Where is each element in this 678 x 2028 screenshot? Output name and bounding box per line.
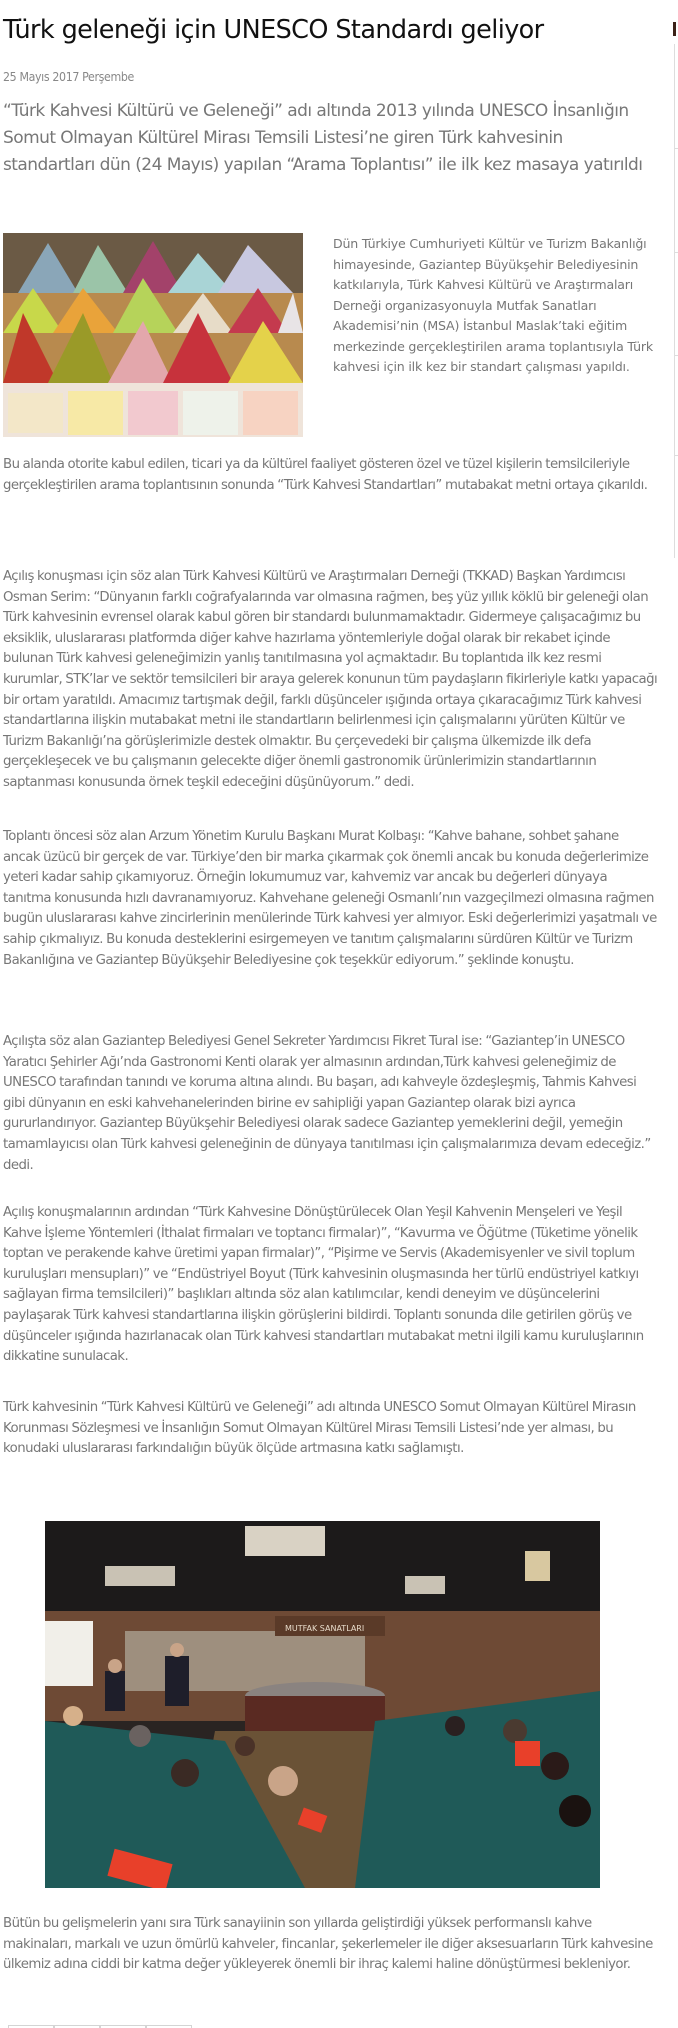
sidebar-divider (674, 148, 678, 149)
article-intro: Dün Türkiye Cumhuriyeti Kültür ve Turizm Bakanlığı himayesinde, Gaziantep Büyükşehir Belediyesinin katkılarıyla, Türk Kahvesi Kültürü ve Araştırmaları Derneği organizasyonuyla Mutfak Sanatları Akademisi’nin (MSA) İstanbul Maslak’taki eğitim merkezinde gerçekleştirilen arama toplantısıyla Türk kahvesi için ilk kez bir standart çalışması yapıldı. (333, 236, 654, 374)
sidebar-divider (674, 252, 678, 253)
meeting-sign: MUTFAK SANATLARI (285, 1624, 365, 1633)
sidebar-divider (674, 355, 678, 356)
article-paragraph: Açılış konuşmalarının ardından “Türk Kahvesine Dönüştürülecek Olan Yeşil Kahvenin Menşeleri ve Yeşil Kahve İşleme Yöntemleri (İthalat firmaları ve toptancı firmalar)”, “Kavurma ve Öğütme (Tüketime yönelik toptan ve perakende kahve üretimi yapan firmalar)”, “Pişirme ve Servis (Akademisyenler ve sivil toplum kuruluşları mensupları)” ve “Endüstriyel Boyut (Türk kahvesinin oluşmasında her türlü endüstriyel katkıyı sağlayan firma temsilcileri)” başlıkları altında söz alan katılımcılar, kendi deneyim ve düşüncelerini paylaşarak Türk kahvesi standartlarına ilişkin görüşlerini bildirdi. Toplantı sonunda dile getirilen görüş ve düşünceler ışığında hazırlanacak olan Türk kahvesi standartları mutabakat metni ilgili kamu kuruluşlarının dikkatine sunulacak. (3, 1205, 644, 1365)
article-paragraph: Açılış konuşması için söz alan Türk Kahvesi Kültürü ve Araştırmaları Derneği (TKKAD) Başkan Yardımcısı Osman Serim: “Dünyanın farklı coğrafyalarında var olmasına rağmen, beş yüz yıllık köklü bir geleneği olan Türk kahvesinin evrensel olarak kabul gören bir standardı bulunmamaktadır. Gidermeye çalışacağımız bu eksiklik, uluslararası platformda diğer kahve hazırlama yöntemleriyle doğal olarak bir rekabet içinde bulunan Türk kahvesi geleneğimizin yanlış tanıtılmasına yol açmaktadır. Bu toplantıda ilk kez resmi kurumlar, STK’lar ve sektör temsilcileri bir araya gelerek konunun tüm paydaşların fikirleriyle katkı yapacağı bir ortam yaratıldı. Amacımız tartışmak değil, farklı düşünceler ışığında ortaya çıkaracağımız Türk kahvesi standartlarına ilişkin mutabakat metni ile standartların belirlenmesi için çalışmalarını yürüten Kültür ve Turizm Bakanlığı’na görüşlerimizle destek olmaktır. Bu çerçevedeki bir çalışma ülkemizde ilk defa gerçekleşecek ve bu çalışmanın gelecekte diğer önemli gastronomik ürünlerimizin standartlarının saptanması konusunda örnek teşkil edeceğini düşünüyorum.” dedi. (3, 569, 658, 790)
right-sidebar (670, 0, 678, 2028)
sidebar-divider (674, 44, 675, 558)
article-title: Türk geleneği için UNESCO Standardı geliyor (3, 15, 544, 45)
sidebar-heading-marker (673, 22, 676, 36)
article-paragraph: Toplantı öncesi söz alan Arzum Yönetim Kurulu Başkanı Murat Kolbaşı: “Kahve bahane, sohbet şahane ancak üzücü bir gerçek de var. Türkiye’den bir marka çıkarmak çok önemli ancak bu konuda değerlerimize yeteri kadar sahip çıkamıyoruz. Örneğin lokumumuz var, kahvemiz var ancak bu değerleri dünyaya tanıtma konusunda hızlı davranamıyoruz. Kahvehane geleneği Osmanlı’nın vazgeçilmezi olmasına rağmen bugün uluslararası kahve zincirlerinin menülerinde Türk kahvesi yer almıyor. Eski değerlerimizi yaşatmalı ve sahip çıkmalıyız. Bu konuda desteklerini esirgemeyen ve tanıtım çalışmalarını sürdüren Kültür ve Turizm Bakanlığına ve Gaziantep Büyükşehir Belediyesine çok teşekkür ediyorum.” şeklinde konuştu. (3, 829, 657, 968)
article-date: 25 Mayıs 2017 Perşembe (3, 70, 134, 84)
sidebar-divider (674, 455, 678, 456)
article-paragraph: Açılışta söz alan Gaziantep Belediyesi Genel Sekreter Yardımcısı Fikret Tural ise: “Gaziantep’in UNESCO Yaratıcı Şehirler Ağı’nda Gastronomi Kenti olarak yer almasının ardından,Türk kahvesi geleneğimiz de UNESCO tarafından tanındı ve koruma altına alındı. Bu başarı, adı kahveyle özdeşleşmiş, Tahmis Kahvesi gibi dünyanın en eski kahvehanelerinden birine ev sahipliği yapan Gaziantep olarak bizi ayrıca gururlandırıyor. Gaziantep Büyükşehir Belediyesi olarak sadece Gaziantep yemeklerini değil, yemeğin tamamlayıcısı olan Türk kahvesi geleneğinin de dünyaya tanıtılması için çalışmalarımıza devam edeceğiz.” dedi. (3, 1034, 651, 1173)
lokum-photo (3, 233, 303, 437)
meeting-photo (45, 1521, 600, 1888)
meeting-photo-graphic (45, 1521, 600, 1888)
article-paragraph: Türk kahvesinin “Türk Kahvesi Kültürü ve Geleneği” adı altında UNESCO Somut Olmayan Kültürel Mirasın Korunması Sözleşmesi ve İnsanlığın Somut Olmayan Kültürel Mirası Temsili Listesi’nde yer alması, bu konudaki uluslararası farkındalığın büyük ölçüde artmasına katkı sağlamıştı. (3, 1400, 636, 1457)
lokum-photo-graphic (3, 233, 303, 437)
article-paragraph: Bütün bu gelişmelerin yanı sıra Türk sanayiinin son yıllarda geliştirdiği yüksek performanslı kahve makinaları, markalı ve uzun ömürlü kahveler, fincanlar, şekerlemeler ile diğer aksesuarların Türk kahvesine ülkemiz adına ciddi bir katma değer yükleyerek önemli bir ihraç kalemi haline dönüştürmesi bekleniyor. (3, 1916, 653, 1973)
article-lead: “Türk Kahvesi Kültürü ve Geleneği” adı altında 2013 yılında UNESCO İnsanlığın Somut Olmayan Kültürel Mirası Temsili Listesi’ne giren Türk kahvesinin standartları dün (24 Mayıs) yapılan “Arama Toplantısı” ile ilk kez masaya yatırıldı (3, 101, 643, 175)
article-paragraph: Bu alanda otorite kabul edilen, ticari ya da kültürel faaliyet gösteren özel ve tüzel kişilerin temsilcileriyle gerçekleştirilen arama toplantısının sonunda “Türk Kahvesi Standartları” mutabakat metni ortaya çıkarıldı. (3, 457, 648, 493)
